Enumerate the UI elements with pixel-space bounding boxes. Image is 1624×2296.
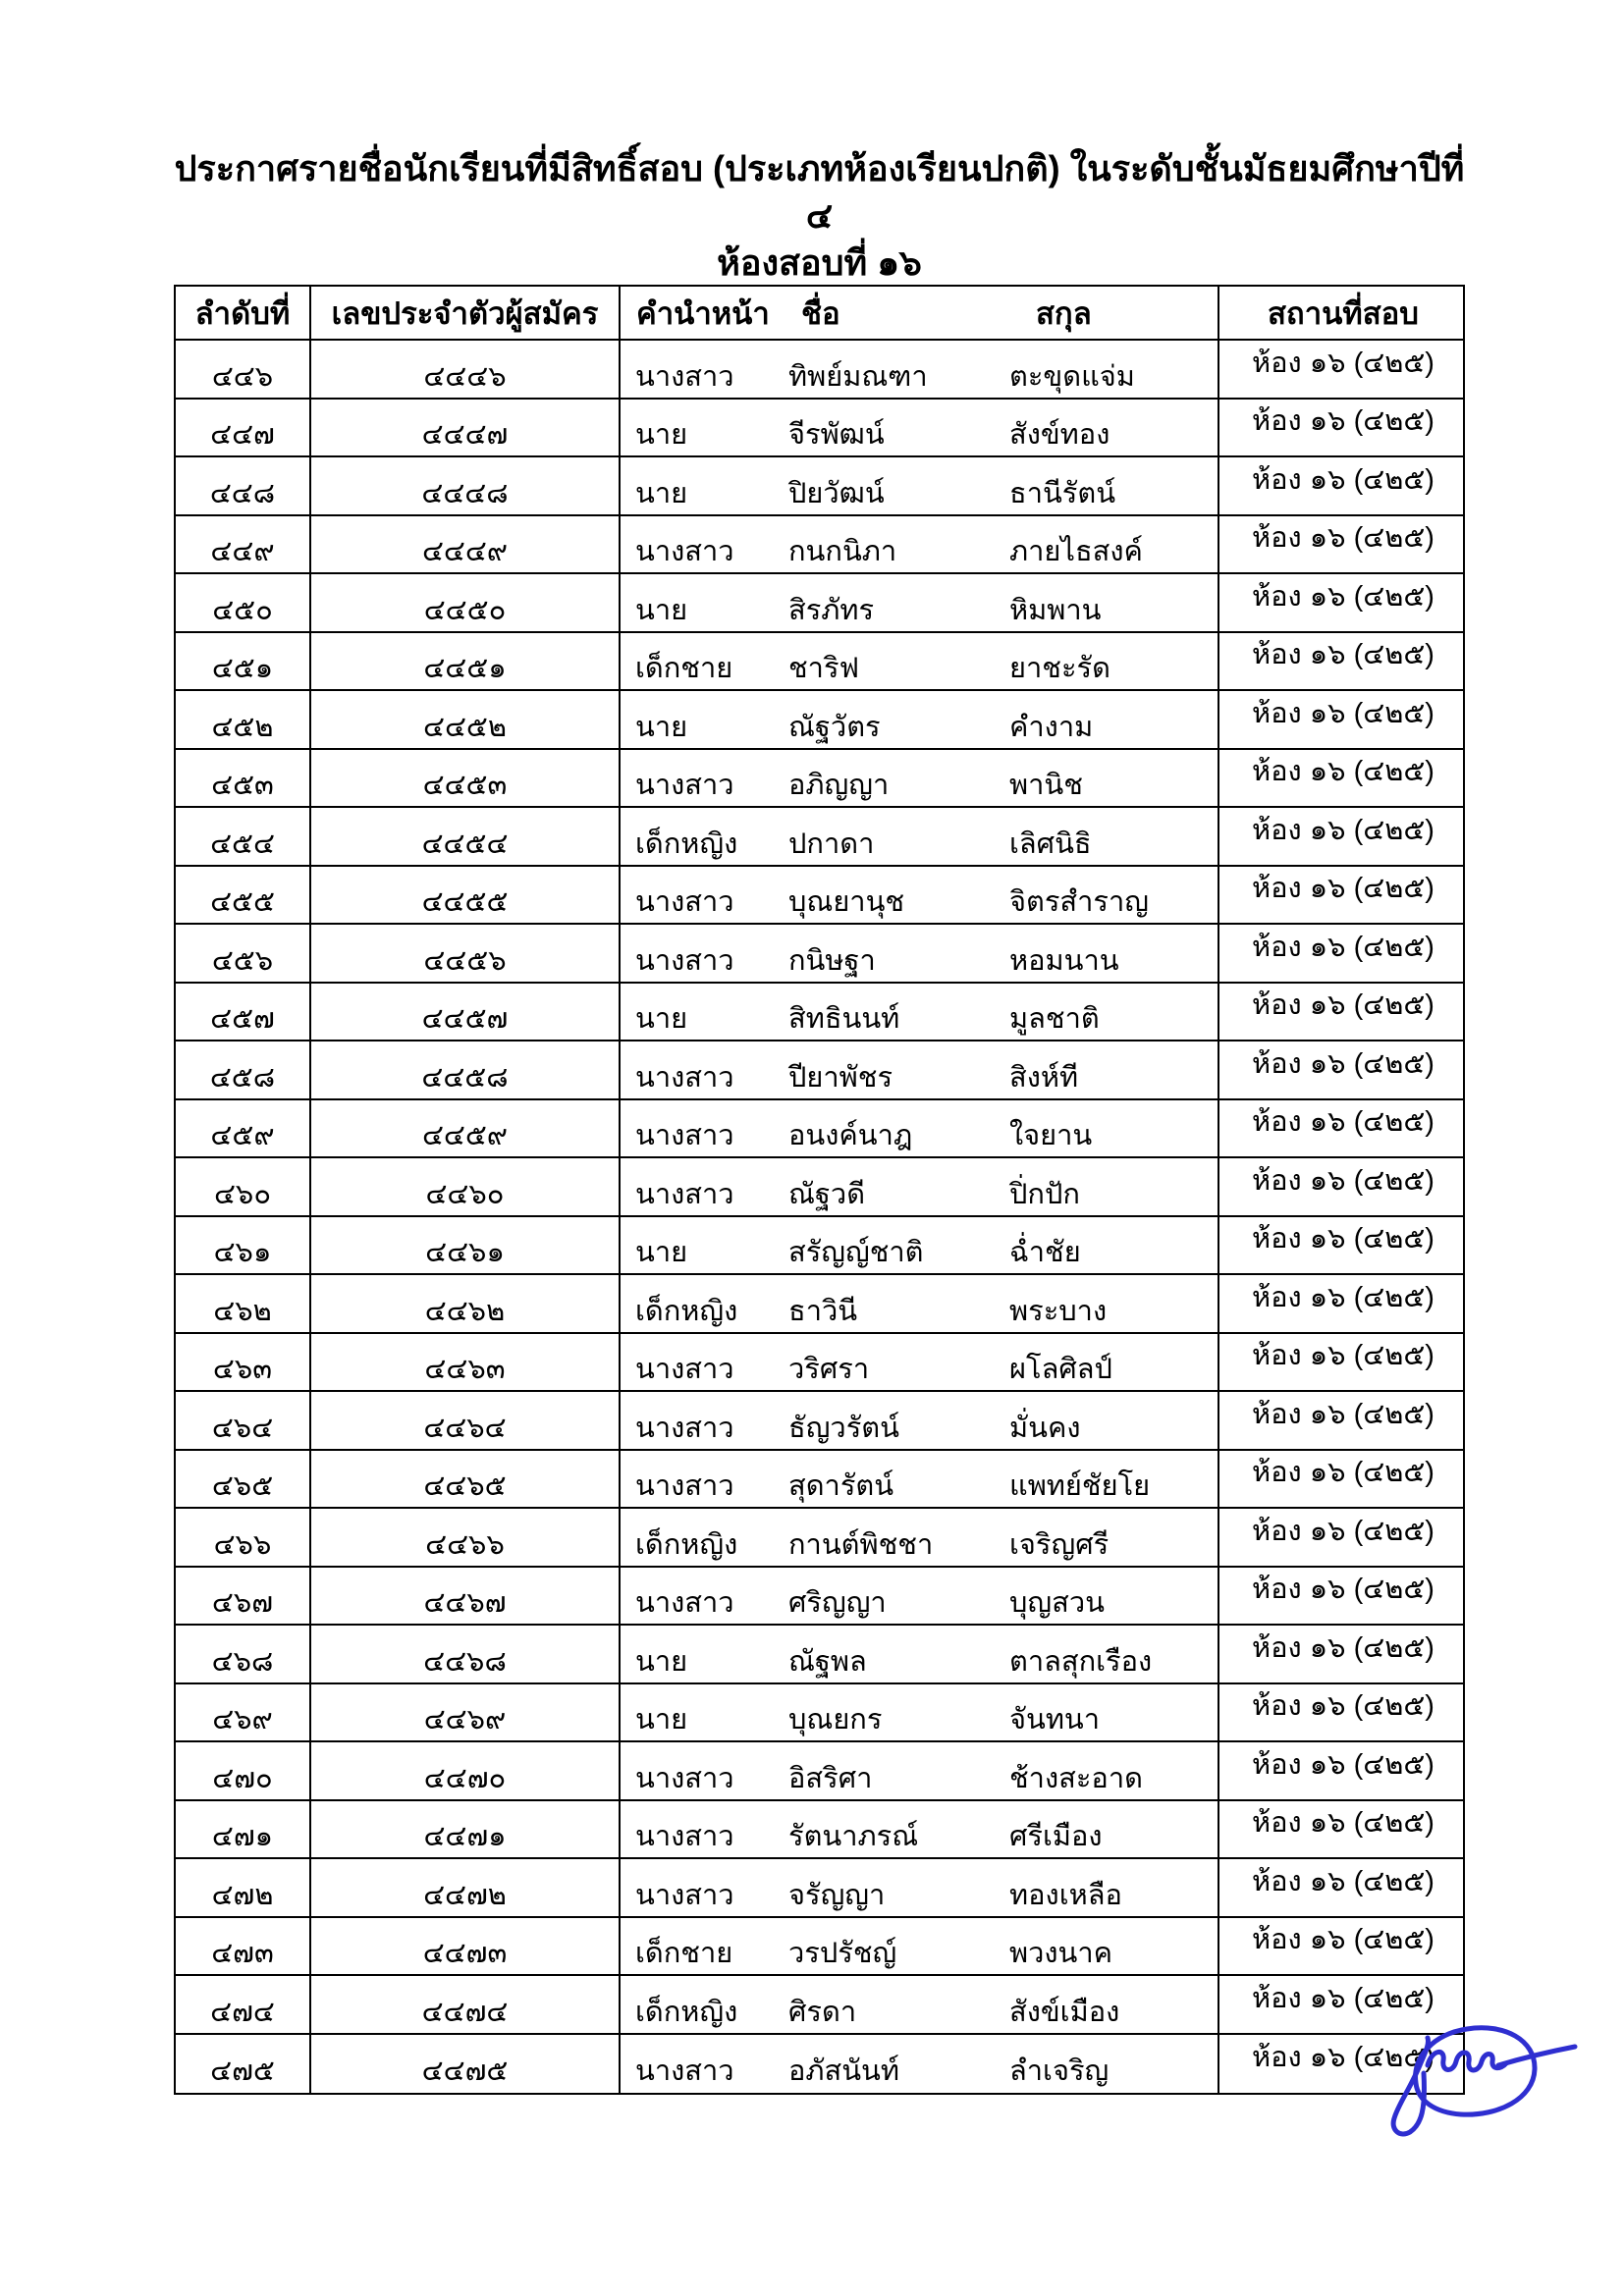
cell-applicant-id: ๔๔๖๗ bbox=[311, 1568, 621, 1625]
cell-name-prefix: นางสาว bbox=[635, 1354, 734, 1386]
cell-last-name: จิตรสำราญ bbox=[1006, 867, 1219, 924]
table-row bbox=[176, 1451, 1463, 1510]
cell-applicant-id: ๔๔๖๐ bbox=[311, 1158, 621, 1215]
cell-first-name: รัตนาภรณ์ bbox=[788, 1821, 919, 1853]
cell-name-prefix: นางสาว bbox=[635, 770, 734, 802]
header-exam-location: สถานที่สอบ bbox=[1268, 295, 1419, 331]
cell-order-number: ๔๖๓ bbox=[176, 1334, 311, 1391]
cell-applicant-id: ๔๔๖๒ bbox=[311, 1275, 621, 1332]
cell-exam-room: ห้อง ๑๖ (๔๒๕) bbox=[1252, 2042, 1435, 2074]
cell-first-name: ชาริฟ bbox=[788, 653, 860, 685]
table-row bbox=[176, 516, 1463, 575]
table-row bbox=[176, 1684, 1463, 1743]
cell-applicant-id: ๔๔๗๑ bbox=[311, 1801, 621, 1858]
cell-name-prefix: นางสาว bbox=[635, 1587, 734, 1620]
cell-order-number: ๔๗๐ bbox=[176, 1742, 311, 1799]
table-row bbox=[176, 457, 1463, 516]
cell-order-number: ๔๔๖ bbox=[176, 341, 311, 398]
cell-last-name: หิมพาน bbox=[1006, 574, 1219, 631]
cell-exam-room: ห้อง ๑๖ (๔๒๕) bbox=[1252, 1106, 1435, 1139]
cell-order-number: ๔๖๕ bbox=[176, 1451, 311, 1508]
cell-last-name: แพทย์ชัยโย bbox=[1006, 1451, 1219, 1508]
cell-exam-room: ห้อง ๑๖ (๔๒๕) bbox=[1252, 873, 1435, 905]
cell-last-name: จันทนา bbox=[1006, 1684, 1219, 1741]
cell-name-prefix: นางสาว bbox=[635, 2056, 734, 2088]
cell-last-name: ช้างสะอาด bbox=[1006, 1742, 1219, 1799]
cell-exam-room: ห้อง ๑๖ (๔๒๕) bbox=[1252, 1748, 1435, 1781]
cell-last-name: ศรีเมือง bbox=[1006, 1801, 1219, 1858]
table-row bbox=[176, 691, 1463, 750]
cell-first-name: ศิรดา bbox=[788, 1996, 857, 2028]
cell-first-name: อภัสนันท์ bbox=[788, 2056, 899, 2088]
cell-exam-room: ห้อง ๑๖ (๔๒๕) bbox=[1252, 1281, 1435, 1313]
table-row bbox=[176, 925, 1463, 984]
cell-last-name: ตาลสุกเรือง bbox=[1006, 1626, 1219, 1682]
cell-applicant-id: ๔๔๔๖ bbox=[311, 341, 621, 398]
cell-first-name: สุดารัตน์ bbox=[788, 1470, 894, 1503]
cell-applicant-id: ๔๔๗๕ bbox=[311, 2035, 621, 2094]
cell-exam-room: ห้อง ๑๖ (๔๒๕) bbox=[1252, 1690, 1435, 1723]
cell-order-number: ๔๔๘ bbox=[176, 457, 311, 514]
cell-name-prefix: เด็กหญิง bbox=[635, 1295, 738, 1327]
cell-exam-room: ห้อง ๑๖ (๔๒๕) bbox=[1252, 989, 1435, 1022]
cell-applicant-id: ๔๔๕๙ bbox=[311, 1100, 621, 1157]
cell-last-name: ฉ่ำชัย bbox=[1006, 1217, 1219, 1274]
cell-first-name: ณัฐวดี bbox=[788, 1178, 866, 1210]
cell-exam-room: ห้อง ๑๖ (๔๒๕) bbox=[1252, 1398, 1435, 1430]
cell-order-number: ๔๕๙ bbox=[176, 1100, 311, 1157]
table-header-row bbox=[176, 287, 1463, 341]
cell-exam-room: ห้อง ๑๖ (๔๒๕) bbox=[1252, 1982, 1435, 2014]
cell-name-prefix: นางสาว bbox=[635, 360, 734, 393]
cell-applicant-id: ๔๔๖๓ bbox=[311, 1334, 621, 1391]
cell-name-prefix: นาย bbox=[635, 1704, 688, 1736]
cell-applicant-id: ๔๔๖๘ bbox=[311, 1626, 621, 1682]
cell-applicant-id: ๔๔๗๒ bbox=[311, 1859, 621, 1916]
cell-exam-room: ห้อง ๑๖ (๔๒๕) bbox=[1252, 1457, 1435, 1489]
cell-first-name: อนงค์นาฎ bbox=[788, 1120, 913, 1152]
cell-name-prefix: เด็กหญิง bbox=[635, 828, 738, 860]
cell-order-number: ๔๕๑ bbox=[176, 633, 311, 690]
cell-first-name: ทิพย์มณฑา bbox=[788, 360, 928, 393]
title-line-1: ประกาศรายชื่อนักเรียนที่มีสิทธิ์สอบ (ประเภทห้องเรียนปกติ) ในระดับชั้นมัธยมศึกษาปีที่ ๔ bbox=[174, 148, 1465, 236]
cell-first-name: วริศรา bbox=[788, 1354, 870, 1386]
table-row bbox=[176, 2035, 1463, 2094]
table-row bbox=[176, 633, 1463, 692]
cell-exam-room: ห้อง ๑๖ (๔๒๕) bbox=[1252, 1340, 1435, 1372]
cell-first-name: ศริญญา bbox=[788, 1587, 887, 1620]
table-row bbox=[176, 1976, 1463, 2035]
cell-first-name: อิสริศา bbox=[788, 1762, 873, 1794]
table-row bbox=[176, 341, 1463, 400]
cell-first-name: ปียาพัชร bbox=[788, 1061, 893, 1094]
cell-last-name: ธานีรัตน์ bbox=[1006, 457, 1219, 514]
cell-order-number: ๔๕๖ bbox=[176, 925, 311, 982]
cell-first-name: ธาวินี bbox=[788, 1295, 858, 1327]
cell-first-name: สิรภัทร bbox=[788, 594, 875, 626]
table-row bbox=[176, 1275, 1463, 1334]
cell-applicant-id: ๔๔๗๐ bbox=[311, 1742, 621, 1799]
cell-name-prefix: นางสาว bbox=[635, 1120, 734, 1152]
cell-applicant-id: ๔๔๔๙ bbox=[311, 516, 621, 573]
cell-name-prefix: นาย bbox=[635, 1003, 688, 1036]
cell-first-name: จรัญญา bbox=[788, 1879, 886, 1911]
cell-last-name: มูลชาติ bbox=[1006, 984, 1219, 1041]
cell-order-number: ๔๖๗ bbox=[176, 1568, 311, 1625]
cell-name-prefix: เด็กหญิง bbox=[635, 1996, 738, 2028]
cell-first-name: บุณยานุช bbox=[788, 886, 905, 919]
table-row bbox=[176, 1742, 1463, 1801]
cell-exam-room: ห้อง ๑๖ (๔๒๕) bbox=[1252, 1574, 1435, 1606]
cell-order-number: ๔๔๗ bbox=[176, 400, 311, 456]
cell-last-name: ยาชะรัด bbox=[1006, 633, 1219, 690]
cell-applicant-id: ๔๔๖๙ bbox=[311, 1684, 621, 1741]
cell-name-prefix: นางสาว bbox=[635, 1879, 734, 1911]
cell-name-prefix: นางสาว bbox=[635, 536, 734, 568]
table-row bbox=[176, 867, 1463, 926]
cell-exam-room: ห้อง ๑๖ (๔๒๕) bbox=[1252, 814, 1435, 846]
table-row bbox=[176, 1509, 1463, 1568]
cell-name-prefix: นาย bbox=[635, 477, 688, 509]
cell-order-number: ๔๕๔ bbox=[176, 808, 311, 865]
cell-last-name: ใจยาน bbox=[1006, 1100, 1219, 1157]
cell-name-prefix: นาย bbox=[635, 711, 688, 743]
cell-name-prefix: เด็กชาย bbox=[635, 1938, 733, 1970]
cell-applicant-id: ๔๔๕๕ bbox=[311, 867, 621, 924]
cell-first-name: ธัญวรัตน์ bbox=[788, 1412, 899, 1444]
cell-name-prefix: นาย bbox=[635, 1237, 688, 1269]
cell-exam-room: ห้อง ๑๖ (๔๒๕) bbox=[1252, 756, 1435, 788]
cell-name-prefix: นางสาว bbox=[635, 1470, 734, 1503]
cell-order-number: ๔๗๔ bbox=[176, 1976, 311, 2033]
table-body bbox=[176, 341, 1463, 2093]
cell-last-name: ลำเจริญ bbox=[1006, 2035, 1219, 2094]
cell-exam-room: ห้อง ๑๖ (๔๒๕) bbox=[1252, 697, 1435, 729]
document-title bbox=[174, 145, 1465, 287]
cell-exam-room: ห้อง ๑๖ (๔๒๕) bbox=[1252, 1164, 1435, 1197]
cell-applicant-id: ๔๔๔๗ bbox=[311, 400, 621, 456]
cell-applicant-id: ๔๔๕๑ bbox=[311, 633, 621, 690]
cell-last-name: สังข์เมือง bbox=[1006, 1976, 1219, 2033]
table-row bbox=[176, 1568, 1463, 1627]
table-row bbox=[176, 1100, 1463, 1159]
cell-last-name: ภายไธสงค์ bbox=[1006, 516, 1219, 573]
cell-exam-room: ห้อง ๑๖ (๔๒๕) bbox=[1252, 522, 1435, 555]
cell-applicant-id: ๔๔๗๓ bbox=[311, 1918, 621, 1975]
cell-last-name: เจริญศรี bbox=[1006, 1509, 1219, 1566]
cell-last-name: มั่นคง bbox=[1006, 1392, 1219, 1449]
cell-exam-room: ห้อง ๑๖ (๔๒๕) bbox=[1252, 405, 1435, 438]
cell-last-name: บุญสวน bbox=[1006, 1568, 1219, 1625]
table-row bbox=[176, 1801, 1463, 1860]
cell-exam-room: ห้อง ๑๖ (๔๒๕) bbox=[1252, 1807, 1435, 1840]
cell-applicant-id: ๔๔๕๗ bbox=[311, 984, 621, 1041]
cell-last-name: พานิช bbox=[1006, 750, 1219, 807]
cell-applicant-id: ๔๔๕๖ bbox=[311, 925, 621, 982]
cell-exam-room: ห้อง ๑๖ (๔๒๕) bbox=[1252, 1047, 1435, 1080]
cell-applicant-id: ๔๔๔๘ bbox=[311, 457, 621, 514]
cell-name-prefix: นาย bbox=[635, 594, 688, 626]
table-row bbox=[176, 750, 1463, 809]
cell-name-prefix: นาย bbox=[635, 1645, 688, 1678]
header-last-name: สกุล bbox=[1006, 287, 1219, 339]
table-row bbox=[176, 984, 1463, 1042]
cell-applicant-id: ๔๔๖๔ bbox=[311, 1392, 621, 1449]
cell-order-number: ๔๗๒ bbox=[176, 1859, 311, 1916]
cell-last-name: คำงาม bbox=[1006, 691, 1219, 748]
cell-order-number: ๔๖๘ bbox=[176, 1626, 311, 1682]
header-name-prefix: คำนำหน้า bbox=[636, 295, 770, 331]
cell-last-name: ผโลศิลป์ bbox=[1006, 1334, 1219, 1391]
cell-last-name: พระบาง bbox=[1006, 1275, 1219, 1332]
cell-last-name: ทองเหลือ bbox=[1006, 1859, 1219, 1916]
cell-order-number: ๔๖๒ bbox=[176, 1275, 311, 1332]
cell-name-prefix: นางสาว bbox=[635, 1061, 734, 1094]
cell-first-name: ณัฐพล bbox=[788, 1645, 867, 1678]
cell-exam-room: ห้อง ๑๖ (๔๒๕) bbox=[1252, 1223, 1435, 1255]
cell-last-name: เลิศนิธิ bbox=[1006, 808, 1219, 865]
cell-exam-room: ห้อง ๑๖ (๔๒๕) bbox=[1252, 347, 1435, 379]
cell-exam-room: ห้อง ๑๖ (๔๒๕) bbox=[1252, 1924, 1435, 1956]
table-row bbox=[176, 1217, 1463, 1276]
cell-order-number: ๔๖๙ bbox=[176, 1684, 311, 1741]
table-row bbox=[176, 574, 1463, 633]
cell-last-name: สังข์ทอง bbox=[1006, 400, 1219, 456]
table-row bbox=[176, 808, 1463, 867]
cell-applicant-id: ๔๔๖๑ bbox=[311, 1217, 621, 1274]
header-first-name: ชื่อ bbox=[801, 295, 840, 331]
cell-applicant-id: ๔๔๕๒ bbox=[311, 691, 621, 748]
cell-exam-room: ห้อง ๑๖ (๔๒๕) bbox=[1252, 463, 1435, 496]
cell-first-name: สรัญญ์ชาติ bbox=[788, 1237, 924, 1269]
cell-applicant-id: ๔๔๕๐ bbox=[311, 574, 621, 631]
cell-name-prefix: นาย bbox=[635, 419, 688, 452]
cell-first-name: บุณยกร bbox=[788, 1704, 883, 1736]
cell-exam-room: ห้อง ๑๖ (๔๒๕) bbox=[1252, 931, 1435, 963]
cell-order-number: ๔๖๐ bbox=[176, 1158, 311, 1215]
cell-name-prefix: นางสาว bbox=[635, 1178, 734, 1210]
cell-last-name: ปิ่กปัก bbox=[1006, 1158, 1219, 1215]
cell-order-number: ๔๗๓ bbox=[176, 1918, 311, 1975]
cell-order-number: ๔๕๘ bbox=[176, 1041, 311, 1098]
cell-last-name: สิงห์ที bbox=[1006, 1041, 1219, 1098]
cell-first-name: กนกนิภา bbox=[788, 536, 897, 568]
cell-order-number: ๔๕๓ bbox=[176, 750, 311, 807]
cell-name-prefix: นางสาว bbox=[635, 944, 734, 977]
cell-exam-room: ห้อง ๑๖ (๔๒๕) bbox=[1252, 580, 1435, 613]
table-row bbox=[176, 1041, 1463, 1100]
cell-applicant-id: ๔๔๕๓ bbox=[311, 750, 621, 807]
cell-applicant-id: ๔๔๕๘ bbox=[311, 1041, 621, 1098]
cell-first-name: สิทธินนท์ bbox=[788, 1003, 900, 1036]
cell-order-number: ๔๖๖ bbox=[176, 1509, 311, 1566]
cell-order-number: ๔๗๕ bbox=[176, 2035, 311, 2094]
header-applicant-id: เลขประจำตัวผู้สมัคร bbox=[311, 287, 621, 339]
cell-name-prefix: นางสาว bbox=[635, 1412, 734, 1444]
cell-first-name: กนิษฐา bbox=[788, 944, 876, 977]
cell-order-number: ๔๖๑ bbox=[176, 1217, 311, 1274]
cell-order-number: ๔๕๐ bbox=[176, 574, 311, 631]
table-row bbox=[176, 1918, 1463, 1977]
cell-first-name: ปิยวัฒน์ bbox=[788, 477, 885, 509]
cell-exam-room: ห้อง ๑๖ (๔๒๕) bbox=[1252, 1865, 1435, 1897]
cell-name-prefix: นางสาว bbox=[635, 886, 734, 919]
cell-order-number: ๔๕๒ bbox=[176, 691, 311, 748]
table-row bbox=[176, 400, 1463, 458]
cell-name-prefix: เด็กหญิง bbox=[635, 1528, 738, 1561]
cell-order-number: ๔๔๙ bbox=[176, 516, 311, 573]
cell-first-name: วรปรัชญ์ bbox=[788, 1938, 897, 1970]
cell-applicant-id: ๔๔๗๔ bbox=[311, 1976, 621, 2033]
cell-applicant-id: ๔๔๖๖ bbox=[311, 1509, 621, 1566]
cell-exam-room: ห้อง ๑๖ (๔๒๕) bbox=[1252, 639, 1435, 671]
cell-first-name: ปกาดา bbox=[788, 828, 875, 860]
cell-applicant-id: ๔๔๖๕ bbox=[311, 1451, 621, 1508]
cell-first-name: อภิญญา bbox=[788, 770, 890, 802]
cell-order-number: ๔๕๗ bbox=[176, 984, 311, 1041]
cell-exam-room: ห้อง ๑๖ (๔๒๕) bbox=[1252, 1631, 1435, 1664]
cell-last-name: หอมนาน bbox=[1006, 925, 1219, 982]
table-row bbox=[176, 1334, 1463, 1393]
cell-order-number: ๔๗๑ bbox=[176, 1801, 311, 1858]
cell-last-name: พวงนาค bbox=[1006, 1918, 1219, 1975]
cell-first-name: กานต์พิชชา bbox=[788, 1528, 934, 1561]
table-row bbox=[176, 1392, 1463, 1451]
table-row bbox=[176, 1158, 1463, 1217]
cell-applicant-id: ๔๔๕๔ bbox=[311, 808, 621, 865]
cell-name-prefix: เด็กชาย bbox=[635, 653, 733, 685]
cell-exam-room: ห้อง ๑๖ (๔๒๕) bbox=[1252, 1515, 1435, 1547]
cell-order-number: ๔๖๔ bbox=[176, 1392, 311, 1449]
table-row bbox=[176, 1626, 1463, 1684]
cell-first-name: ณัฐวัตร bbox=[788, 711, 881, 743]
header-order-number: ลำดับที่ bbox=[176, 287, 311, 339]
title-line-2: ห้องสอบที่ ๑๖ bbox=[717, 242, 922, 283]
student-roster-table bbox=[174, 285, 1465, 2095]
cell-name-prefix: นางสาว bbox=[635, 1821, 734, 1853]
cell-last-name: ตะขุดแจ่ม bbox=[1006, 341, 1219, 398]
cell-order-number: ๔๕๕ bbox=[176, 867, 311, 924]
cell-name-prefix: นางสาว bbox=[635, 1762, 734, 1794]
cell-first-name: จีรพัฒน์ bbox=[788, 419, 885, 452]
table-row bbox=[176, 1859, 1463, 1918]
